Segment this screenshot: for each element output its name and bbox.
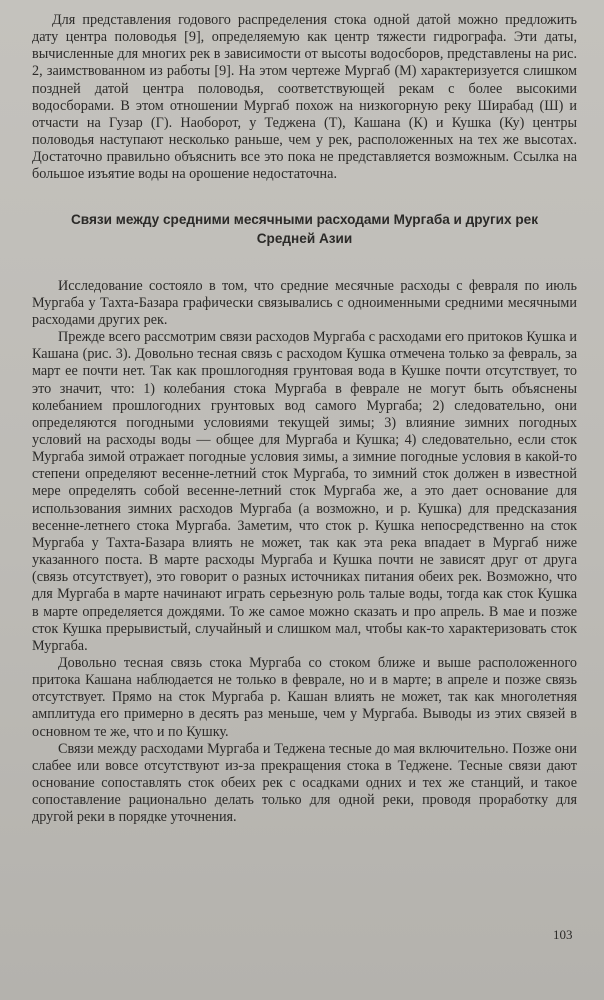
page-text xyxy=(32,12,577,827)
paragraph-study-method: Исследование состояло в том, что средние месячные расходы с февраля по июль Мургаба у Тахта-Базара графически связывались с одноименными средними месячными расходами других рек. xyxy=(32,277,577,328)
page-number: 103 xyxy=(553,927,573,942)
section-heading: Связи между средними месячными расходами Мургаба и других рек Средней Азии xyxy=(70,211,539,246)
paragraph-kushka-kashan: Прежде всего рассмотрим связи расходов Мургаба с расходами его притоков Кушка и Кашана (рис. 3). Довольно тесная связь с расходом Кушка отмечена только за февраль, за март ее почти нет. Так как прошлогодняя грунтовая вода в Кушке почти отсутствует, то это значит, что: 1) колебания стока Мургаба в феврале не могут быть объяснены колебанием прошлогодних грунтовых вод самого Мургаба; 2) следовательно, они определяются погодными условиями текущей зимы; 3) влияние зимних погодных условий на расходы воды — общее для Мургаба и Кушка; 4) следовательно, если сток Мургаба зимой отражает погодные условия зимы, а зимние погодные условия в какой-то степени определяют весенне-летний сток Мургаба, то зимний сток должен в известной мере определять собой весенне-летний сток Мургаба же, а это дает основание для использования зимних расходов Мургаба (а возможно, и р. Кушка) для предсказания весенне-летнего стока Мургаба. Заметим, что сток р. Кушка непосредственно на сток Мургаба у Тахта-Базара влиять не может, так как эта река впадает в Мургаб ниже указанного поста. В марте расходы Мургаба и Кушка почти не зависят друг от друга (связь отсутствует), это говорит о разных источниках питания обеих рек. Возможно, что для Мургаба в марте начинают играть серьезную роль талые воды, тогда как сток Кушка в марте определяется дождями. То же самое можно сказать и про апрель. В мае и позже сток Кушка прерывистый, случайный и слишком мал, чтобы как-то характеризовать сток Мургаба. xyxy=(32,329,577,654)
paragraph-kashan-relation: Довольно тесная связь стока Мургаба со стоком ближе и выше расположенного притока Кашана наблюдается не только в феврале, но и в марте; в апреле и позже связь отсутствует. Прямо на сток Мургаба р. Кашан влиять не может, так как многолетняя амплитуда его примерно в десять раз меньше, чем у Мургаба. Выводы из этих связей в основном те же, что и по Кушку. xyxy=(32,655,577,740)
paragraph-tedzhen-relation: Связи между расходами Мургаба и Теджена тесные до мая включительно. Позже они слабее или вовсе отсутствуют из-за прекращения стока в Теджене. Тесные связи дают основание сопоставлять сток обеих рек с осадками одних и тех же станций, и такое сопоставление рационально делать только для одной реки, проводя проработку для другой реки в порядке уточнения. xyxy=(32,740,577,826)
paragraph-flood-center-date: Для представления годового распределения стока одной датой можно предложить дату центра половодья [9], определяемую как центр тяжести гидрографа. Эти даты, вычисленные для многих рек в зависимости от высоты водосборов, представлены на рис. 2, заимствованном из работы [9]. На этом чертеже Мургаб (М) характеризуется слишком поздней датой центра половодья, соответствующей рекам с более высокими водосборами. В этом отношении Мургаб похож на низкогорную реку Ширабад (Ш) и отчасти на Гузар (Г). Наоборот, у Теджена (Т), Кашана (К) и Кушка (Ку) центры половодья наступают несколько раньше, чем у рек, расположенных на тех же высотах. Достаточно правильно объяснить все это пока не представляется возможным. Ссылка на большое изъятие воды на орошение недостаточна. xyxy=(32,12,577,183)
